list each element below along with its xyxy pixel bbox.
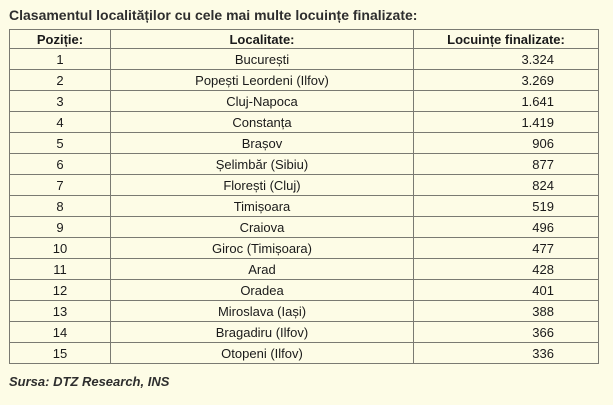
cell-homes: 824 — [414, 175, 599, 196]
table-row — [10, 70, 599, 91]
table-row — [10, 112, 599, 133]
table-row — [10, 154, 599, 175]
table-row — [10, 238, 599, 259]
cell-locality: Oradea — [111, 280, 414, 301]
cell-locality: Timișoara — [111, 196, 414, 217]
cell-position: 3 — [10, 91, 111, 112]
cell-position: 10 — [10, 238, 111, 259]
cell-homes: 401 — [414, 280, 599, 301]
cell-homes: 496 — [414, 217, 599, 238]
table-row — [10, 91, 599, 112]
cell-homes: 366 — [414, 322, 599, 343]
cell-position: 12 — [10, 280, 111, 301]
source-note: Sursa: DTZ Research, INS — [9, 374, 170, 389]
cell-position: 13 — [10, 301, 111, 322]
table-body — [10, 49, 599, 364]
table-row — [10, 343, 599, 364]
cell-locality: Craiova — [111, 217, 414, 238]
header-position: Poziție: — [10, 30, 111, 49]
cell-locality: Otopeni (Ilfov) — [111, 343, 414, 364]
cell-locality: Florești (Cluj) — [111, 175, 414, 196]
cell-homes: 519 — [414, 196, 599, 217]
ranking-table — [9, 29, 599, 364]
cell-locality: București — [111, 49, 414, 70]
cell-locality: Șelimbăr (Sibiu) — [111, 154, 414, 175]
cell-homes: 1.641 — [414, 91, 599, 112]
table-row — [10, 280, 599, 301]
table-row — [10, 49, 599, 70]
cell-homes: 1.419 — [414, 112, 599, 133]
cell-locality: Cluj-Napoca — [111, 91, 414, 112]
cell-homes: 906 — [414, 133, 599, 154]
cell-position: 2 — [10, 70, 111, 91]
cell-locality: Miroslava (Iași) — [111, 301, 414, 322]
table-row — [10, 322, 599, 343]
cell-position: 11 — [10, 259, 111, 280]
cell-locality: Popești Leordeni (Ilfov) — [111, 70, 414, 91]
cell-locality: Bragadiru (Ilfov) — [111, 322, 414, 343]
cell-position: 8 — [10, 196, 111, 217]
cell-homes: 336 — [414, 343, 599, 364]
cell-homes: 877 — [414, 154, 599, 175]
table-row — [10, 259, 599, 280]
table-header-row — [10, 30, 599, 49]
cell-locality: Arad — [111, 259, 414, 280]
table-row — [10, 196, 599, 217]
cell-position: 7 — [10, 175, 111, 196]
table-row — [10, 217, 599, 238]
header-locality: Localitate: — [111, 30, 414, 49]
cell-homes: 388 — [414, 301, 599, 322]
cell-homes: 3.269 — [414, 70, 599, 91]
cell-position: 1 — [10, 49, 111, 70]
cell-locality: Brașov — [111, 133, 414, 154]
table-title: Clasamentul localităților cu cele mai multe locuințe finalizate: — [9, 7, 418, 23]
cell-homes: 3.324 — [414, 49, 599, 70]
cell-position: 15 — [10, 343, 111, 364]
table-row — [10, 133, 599, 154]
cell-position: 6 — [10, 154, 111, 175]
cell-position: 4 — [10, 112, 111, 133]
cell-homes: 428 — [414, 259, 599, 280]
table-row — [10, 301, 599, 322]
cell-position: 14 — [10, 322, 111, 343]
cell-position: 9 — [10, 217, 111, 238]
header-homes: Locuințe finalizate: — [414, 30, 599, 49]
cell-homes: 477 — [414, 238, 599, 259]
cell-position: 5 — [10, 133, 111, 154]
cell-locality: Constanța — [111, 112, 414, 133]
table-row — [10, 175, 599, 196]
cell-locality: Giroc (Timișoara) — [111, 238, 414, 259]
